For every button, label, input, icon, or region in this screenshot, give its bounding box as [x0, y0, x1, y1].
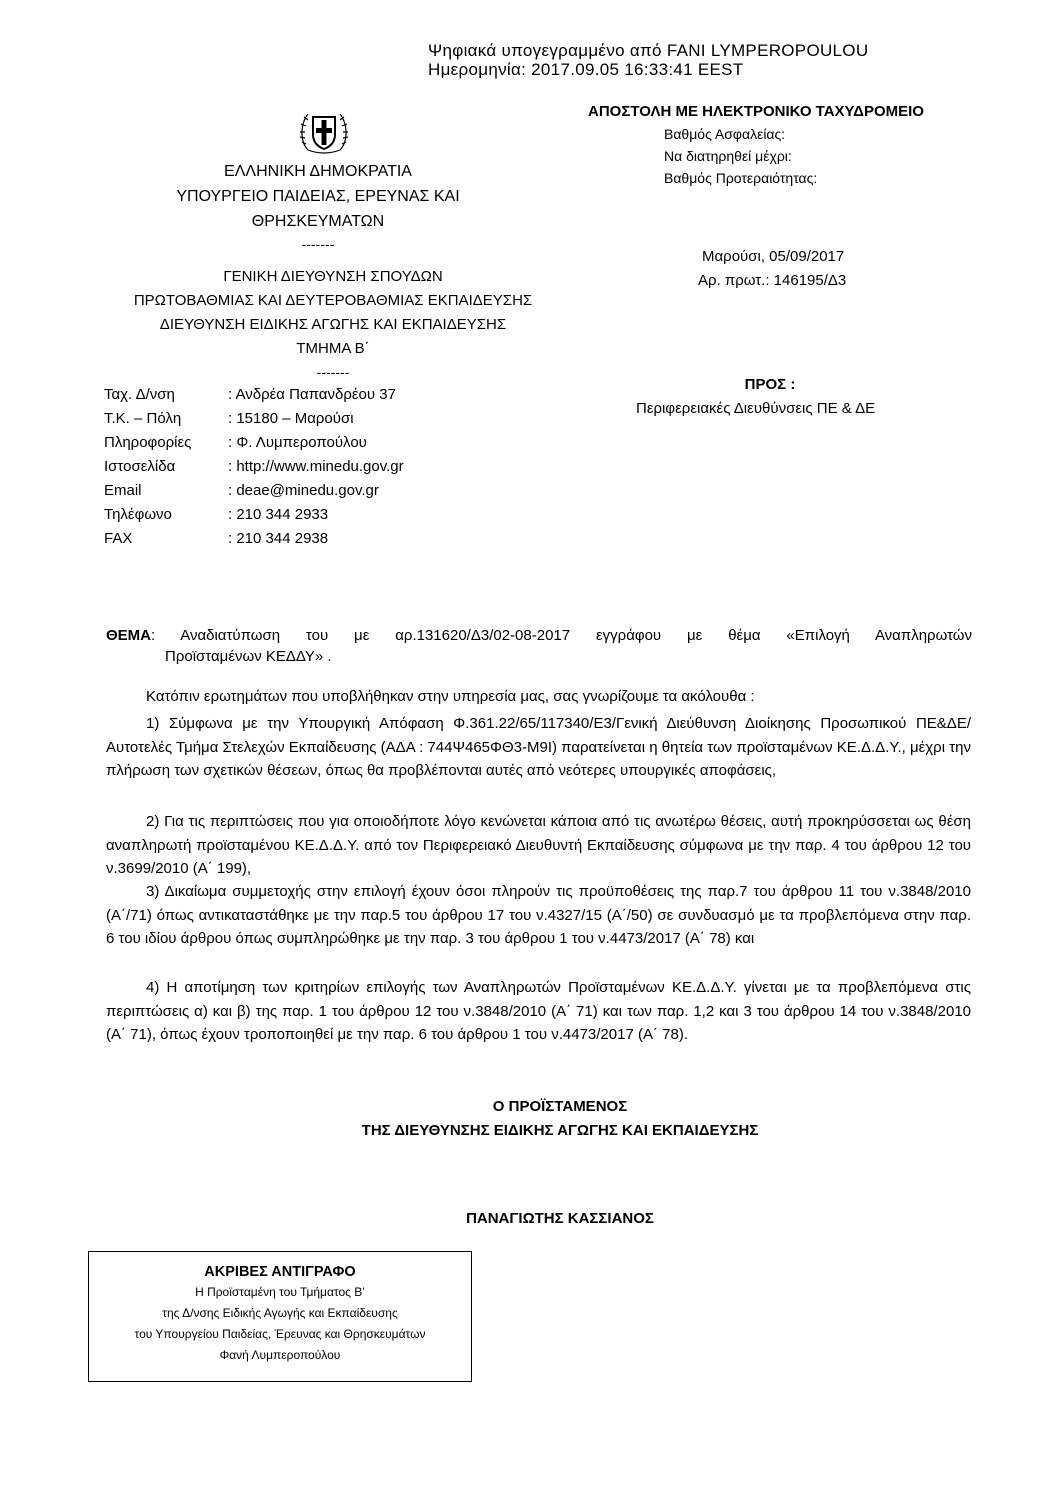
- contact-label: FAX: [104, 530, 133, 547]
- contact-value: : Φ. Λυμπεροπούλου: [228, 434, 367, 451]
- body-paragraph-2: [106, 810, 971, 881]
- signatory-title2: ΤΗΣ ΔΙΕΥΘΥΝΣΗΣ ΕΙΔΙΚΗΣ ΑΓΩΓΗΣ ΚΑΙ ΕΚΠΑΙΔΕΥΣΗΣ: [361, 1122, 759, 1139]
- general-directorate-line1: ΓΕΝΙΚΗ ΔΙΕΥΘΥΝΣΗ ΣΠΟΥΔΩΝ: [223, 268, 443, 285]
- digital-signature-line2: Ημερομηνία: 2017.09.05 16:33:41 EEST: [428, 60, 744, 79]
- body-paragraph-1: [106, 712, 971, 783]
- subject-quote: Προϊσταμένων ΚΕΔΔΥ»: [165, 648, 324, 665]
- place-date: Μαρούσι, 05/09/2017: [702, 248, 845, 265]
- priority-level-label: Βαθμός Προτεραιότητας:: [664, 170, 818, 186]
- email-link[interactable]: : deae@minedu.gov.gr: [228, 482, 379, 499]
- contact-row: [104, 530, 484, 554]
- paragraph-text: 3) Δικαίωμα συμμετοχής στην επιλογή έχουν όσοι πληρούν τις προϋποθέσεις της παρ.7 του άρθρου 11 του ν.3848/2010 (Α΄/71) όπως αντικαταστάθηκε με την παρ.5 του άρθρου 17 του ν.4327/15 (Α΄/50) σε συνδυασμό με τα προβλεπόμενα στην παρ. 6 του ιδίου άρθρου όπως συμπληρώθηκε με την παρ. 3 του άρθρου 1 του ν.4473/2017 (Α΄ 78) και: [106, 883, 971, 947]
- website-link[interactable]: : http://www.minedu.gov.gr: [228, 458, 404, 475]
- contact-row: [104, 458, 484, 482]
- delivery-method: ΑΠΟΣΤΟΛΗ ΜΕ ΗΛΕΚΤΡΟΝΙΚΟ ΤΑΧΥΔΡΟΜΕΙΟ: [588, 103, 924, 120]
- greek-coat-of-arms-icon: [298, 104, 350, 156]
- signatory-name: ΠΑΝΑΓΙΩΤΗΣ ΚΑΣΣΙΑΝΟΣ: [466, 1210, 654, 1227]
- ministry-line1: ΥΠΟΥΡΓΕΙΟ ΠΑΙΔΕΙΑΣ, ΕΡΕΥΝΑΣ ΚΑΙ: [176, 188, 460, 205]
- contact-row: [104, 386, 484, 410]
- contact-row: [104, 482, 484, 506]
- recipient-label: ΠΡΟΣ :: [744, 376, 796, 393]
- body-paragraph-3: [106, 880, 971, 951]
- signatory-title1: Ο ΠΡΟΪΣΤΑΜΕΝΟΣ: [492, 1098, 628, 1115]
- retain-until-label: Να διατηρηθεί μέχρι:: [664, 148, 792, 164]
- recipient: Περιφερειακές Διευθύνσεις ΠΕ & ΔΕ: [636, 400, 876, 417]
- subject-label: ΘΕΜΑ: [106, 627, 151, 644]
- contact-label: Τηλέφωνο: [104, 506, 172, 523]
- subject-line1: [106, 624, 972, 648]
- contact-label: Τ.Κ. – Πόλη: [104, 410, 182, 427]
- country-name: ΕΛΛΗΝΙΚΗ ΔΗΜΟΚΡΑΤΙΑ: [224, 163, 412, 180]
- protocol-number: Αρ. πρωτ.: 146195/Δ3: [698, 272, 847, 289]
- stamp-line: του Υπουργείου Παιδείας, Έρευνας και Θρησκευμάτων: [134, 1327, 426, 1341]
- contact-label: Ταχ. Δ/νση: [104, 386, 175, 403]
- contact-value: : 15180 – Μαρούσι: [228, 410, 354, 427]
- contact-row: [104, 410, 484, 434]
- contact-value: : 210 344 2938: [228, 530, 329, 547]
- directorate-name: ΔΙΕΥΘΥΝΣΗ ΕΙΔΙΚΗΣ ΑΓΩΓΗΣ ΚΑΙ ΕΚΠΑΙΔΕΥΣΗΣ: [159, 316, 507, 333]
- paragraph-text: 1) Σύμφωνα με την Υπουργική Απόφαση Φ.361.22/65/117340/Ε3/Γενική Διεύθυνση Διοίκησης Προσωπικού ΠΕ&ΔΕ/Αυτοτελές Τμήμα Στελεχών Εκπαίδευσης (ΑΔΑ : 744Ψ465ΦΘ3-Μ9Ι) παρατείνεται η θητεία των προϊσταμένων ΚΕ.Δ.Δ.Υ., μέχρι την πλήρωση των σχετικών θέσεων, όπως θα προβλέπονται αυτές από νεότερες υπουργικές αποφάσεις,: [106, 715, 971, 779]
- contact-value: : 210 344 2933: [228, 506, 329, 523]
- contact-info: [104, 386, 484, 556]
- body-intro: Κατόπιν ερωτημάτων που υποβλήθηκαν στην υπηρεσία μας, σας γνωρίζουμε τα ακόλουθα :: [146, 688, 755, 705]
- subject-line2: [165, 648, 332, 665]
- stamp-title: ΑΚΡΙΒΕΣ ΑΝΤΙΓΡΑΦΟ: [204, 1264, 356, 1280]
- paragraph-text: 2) Για τις περιπτώσεις που για οποιοδήποτε λόγο κενώνεται κάποια από τις ανωτέρω θέσεις, αυτή προκηρύσσεται ως θέση αναπληρωτή προϊσταμένου ΚΕ.Δ.Δ.Υ. από τον Περιφερειακό Διευθυντή Εκπαίδευσης σύμφωνα με την παρ. 4 του άρθρου 12 του ν.3699/2010 (Α΄ 199),: [106, 813, 971, 877]
- contact-label: Email: [104, 482, 142, 499]
- body-paragraph-4: [106, 976, 971, 1047]
- contact-value: : Ανδρέα Παπανδρέου 37: [228, 386, 396, 403]
- contact-label: Ιστοσελίδα: [104, 458, 176, 475]
- certified-copy-stamp: [88, 1251, 472, 1382]
- contact-row: [104, 506, 484, 530]
- paragraph-text: 4) Η αποτίμηση των κριτηρίων επιλογής των Αναπληρωτών Προϊσταμένων ΚΕ.Δ.Δ.Υ. γίνεται με τα προβλεπόμενα στις περιπτώσεις α) και β) της παρ. 1 του άρθρου 12 του ν.3848/2010 (Α΄ 71) και των παρ. 1,2 και 3 του άρθρου 14 του ν.3848/2010 (Α΄ 71), όπως έχουν τροποποιηθεί με την παρ. 6 του άρθρου 1 του ν.4473/2017 (Α΄ 78).: [106, 979, 971, 1043]
- separator: -------: [316, 364, 350, 380]
- stamp-line: Φανή Λυμπεροπούλου: [219, 1348, 341, 1362]
- subject-end: .: [323, 648, 332, 665]
- stamp-line: της Δ/νσης Ειδικής Αγωγής και Εκπαίδευσης: [162, 1306, 398, 1320]
- department-name: ΤΜΗΜΑ Β΄: [296, 340, 370, 357]
- separator: -------: [301, 236, 335, 252]
- general-directorate-line2: ΠΡΩΤΟΒΑΘΜΙΑΣ ΚΑΙ ΔΕΥΤΕΡΟΒΑΘΜΙΑΣ ΕΚΠΑΙΔΕΥΣΗΣ: [133, 292, 533, 309]
- contact-row: [104, 434, 484, 458]
- contact-label: Πληροφορίες: [104, 434, 192, 451]
- subject-text: : Αναδιατύπωση του με αρ.131620/Δ3/02-08-2017 εγγράφου με θέμα «Επιλογή Αναπληρωτών: [151, 627, 972, 644]
- ministry-line2: ΘΡΗΣΚΕΥΜΑΤΩΝ: [251, 213, 385, 230]
- digital-signature-line1: Ψηφιακά υπογεγραμμένο από FANI LYMPEROPOULOU: [428, 41, 869, 60]
- stamp-line: Η Προϊσταμένη του Τμήματος Β’: [195, 1285, 365, 1299]
- security-level-label: Βαθμός Ασφαλείας:: [664, 126, 786, 142]
